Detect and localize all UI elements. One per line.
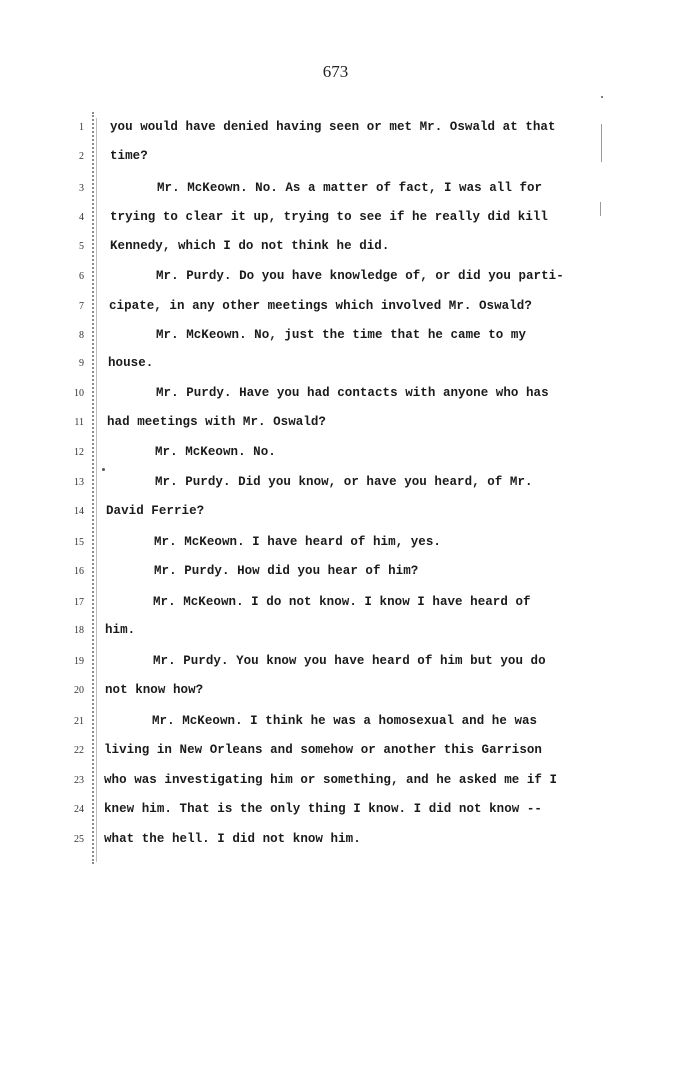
line-number: 24 [74,804,84,815]
line-number: 15 [74,537,84,548]
line-text: living in New Orleans and somehow or another this Garrison [104,743,542,757]
left-margin-rule [92,112,94,864]
line-text: David Ferrie? [106,504,205,518]
line-number: 9 [79,358,84,369]
line-text: time? [110,149,148,163]
line-number: 10 [74,388,84,399]
line-text: Mr. Purdy. Did you know, or have you heard, of Mr. [155,475,533,489]
right-margin-mark [600,202,601,216]
line-text: Mr. McKeown. I do not know. I know I have heard of [153,595,531,609]
line-number: 23 [74,775,84,786]
line-text: who was investigating him or something, and he asked me if I [104,773,558,787]
line-number: 4 [79,212,84,223]
line-text: had meetings with Mr. Oswald? [107,415,326,429]
line-number: 6 [79,271,84,282]
line-text: Mr. McKeown. No. As a matter of fact, I was all for [157,181,543,195]
left-margin-rule-inner [96,118,97,862]
line-number: 3 [79,183,84,194]
line-text: Kennedy, which I do not think he did. [110,239,390,253]
line-text: Mr. Purdy. You know you have heard of him but you do [153,654,546,668]
line-number: 8 [79,330,84,341]
line-number: 5 [79,241,84,252]
line-number: 18 [74,625,84,636]
line-number: 22 [74,745,84,756]
line-number: 13 [74,477,84,488]
line-text: what the hell. I did not know him. [104,832,361,846]
scan-speck [102,468,105,471]
line-text: Mr. McKeown. No. [155,445,276,459]
line-number: 21 [74,716,84,727]
line-text: trying to clear it up, trying to see if he really did kill [110,210,548,224]
line-text: Mr. Purdy. Have you had contacts with anyone who has [156,386,549,400]
line-number: 7 [79,301,84,312]
line-text: Mr. McKeown. I think he was a homosexual and he was [152,714,538,728]
line-text: knew him. That is the only thing I know. I did not know -- [104,802,542,816]
line-number: 17 [74,597,84,608]
line-number: 14 [74,506,84,517]
page-number: 673 [322,62,349,81]
line-number: 19 [74,656,84,667]
line-text: you would have denied having seen or met Mr. Oswald at that [110,120,556,134]
scan-speck [601,96,603,98]
line-text: Mr. McKeown. I have heard of him, yes. [154,535,441,549]
line-text: not know how? [105,683,204,697]
line-text: him. [105,623,136,637]
line-text: Mr. Purdy. How did you hear of him? [154,564,419,578]
line-number: 25 [74,834,84,845]
line-number: 1 [79,122,84,133]
line-number: 20 [74,685,84,696]
line-text: Mr. Purdy. Do you have knowledge of, or did you parti- [156,269,564,283]
line-number: 12 [74,447,84,458]
line-text: cipate, in any other meetings which involved Mr. Oswald? [109,299,532,313]
line-number: 2 [79,151,84,162]
line-text: Mr. McKeown. No, just the time that he came to my [156,328,527,342]
line-number: 11 [74,417,84,428]
line-number: 16 [74,566,84,577]
line-text: house. [108,356,154,370]
right-margin-mark [601,124,602,162]
